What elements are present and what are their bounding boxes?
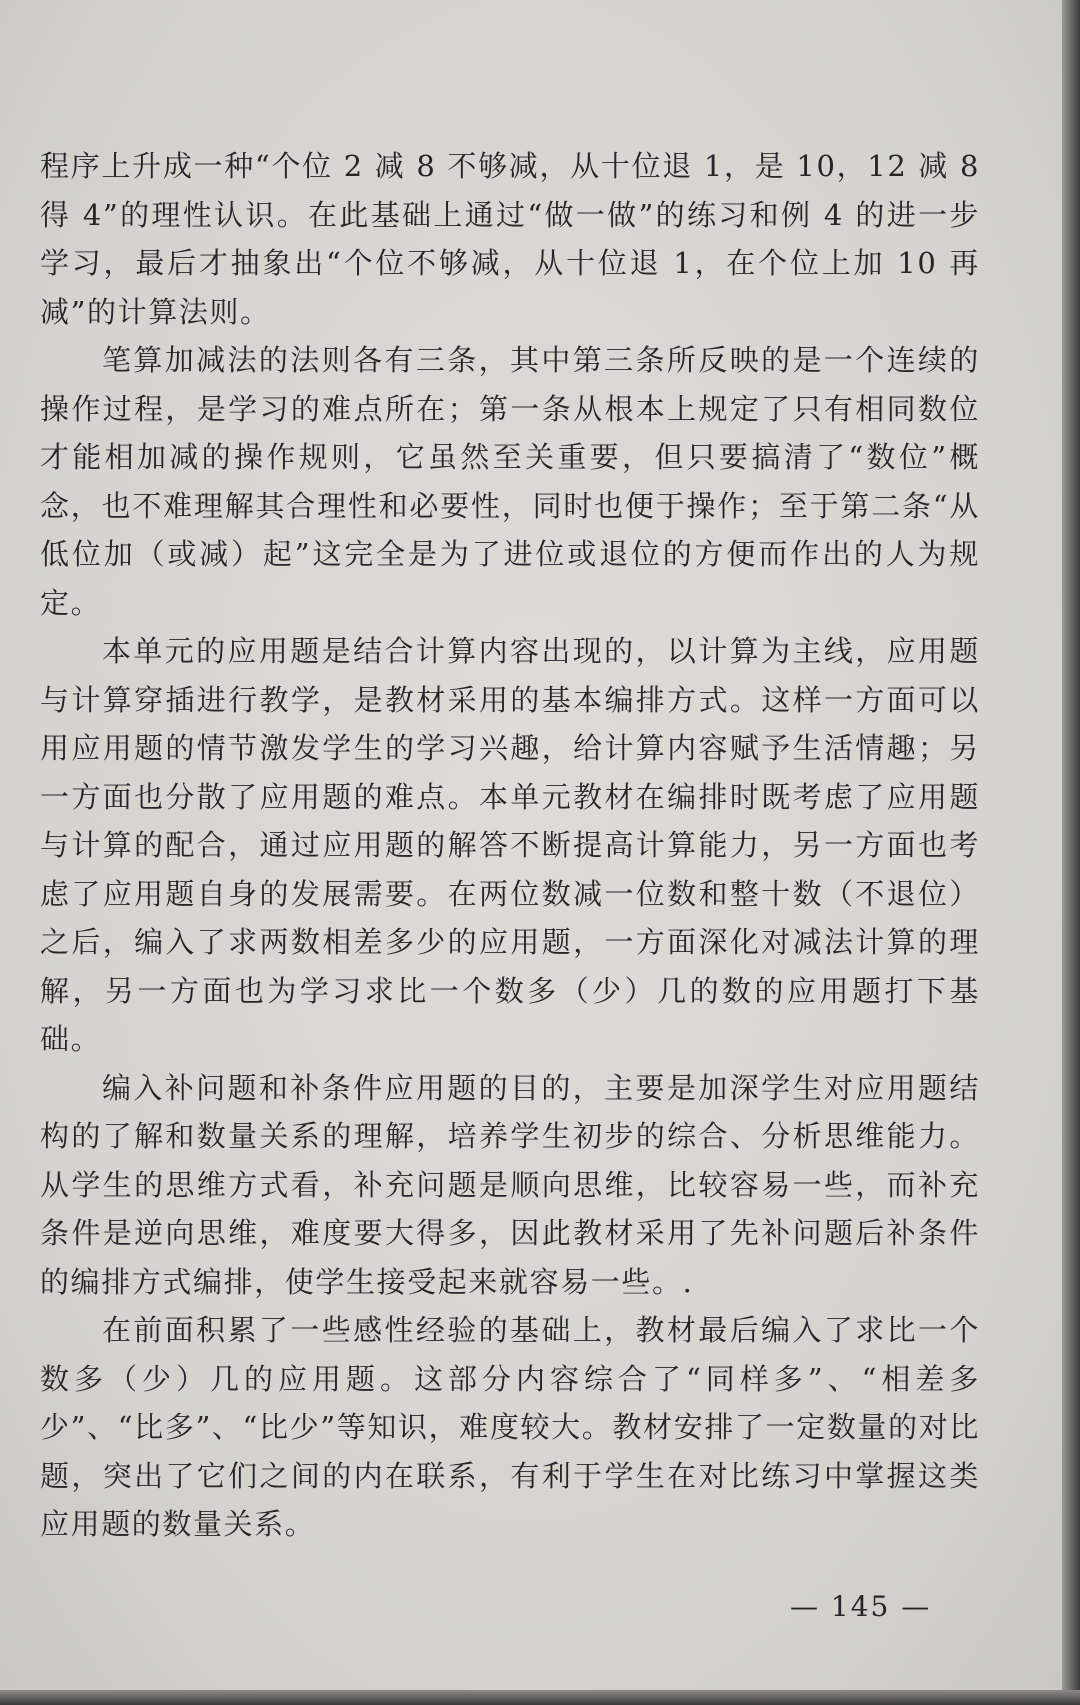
paragraph-1: 程序上升成一种“个位 2 减 8 不够减，从十位退 1，是 10，12 减 8 得 4”的理性认识。在此基础上通过“做一做”的练习和例 4 的进一步学习，最后才抽象出“个位不够减，从十位退 1，在个位上加 10 再减”的计算法则。: [40, 149, 980, 329]
paragraph-4: 编入补问题和补条件应用题的目的，主要是加深学生对应用题结构的了解和数量关系的理解，培养学生初步的综合、分析思维能力。从学生的思维方式看，补充问题是顺向思维，比较容易一些，而补充条件是逆向思维，难度要大得多，因此教材采用了先补问题后补条件的编排方式编排，使学生接受起来就容易一些。.: [40, 1070, 980, 1299]
body-text: [40, 142, 980, 1549]
page-edge-shadow-bottom: [0, 1690, 1080, 1705]
paragraph-3: 本单元的应用题是结合计算内容出现的，以计算为主线，应用题与计算穿插进行教学，是教材采用的基本编排方式。这样一方面可以用应用题的情节激发学生的学习兴趣，给计算内容赋予生活情趣；另一方面也分散了应用题的难点。本单元教材在编排时既考虑了应用题与计算的配合，通过应用题的解答不断提高计算能力，另一方面也考虑了应用题自身的发展需要。在两位数减一位数和整十数（不退位）之后，编入了求两数相差多少的应用题，一方面深化对减法计算的理解，另一方面也为学习求比一个数多（少）几的数的应用题打下基础。: [40, 634, 980, 1056]
page-edge-shadow-right: [1062, 0, 1080, 1705]
paragraph-5: 在前面积累了一些感性经验的基础上，教材最后编入了求比一个数多（少）几的应用题。这部分内容综合了“同样多”、“相差多少”、“比多”、“比少”等知识，难度较大。教材安排了一定数量的对比题，突出了它们之间的内在联系，有利于学生在对比练习中掌握这类应用题的数量关系。: [40, 1313, 980, 1541]
paragraph-2: 笔算加减法的法则各有三条，其中第三条所反映的是一个连续的操作过程，是学习的难点所在；第一条从根本上规定了只有相同数位才能相加减的操作规则，它虽然至关重要，但只要搞清了“数位”概念，也不难理解其合理性和必要性，同时也便于操作；至于第二条“从低位加（或减）起”这完全是为了进位或退位的方便而作出的人为规定。: [40, 343, 980, 620]
page-number: — 145 —: [790, 1590, 932, 1623]
